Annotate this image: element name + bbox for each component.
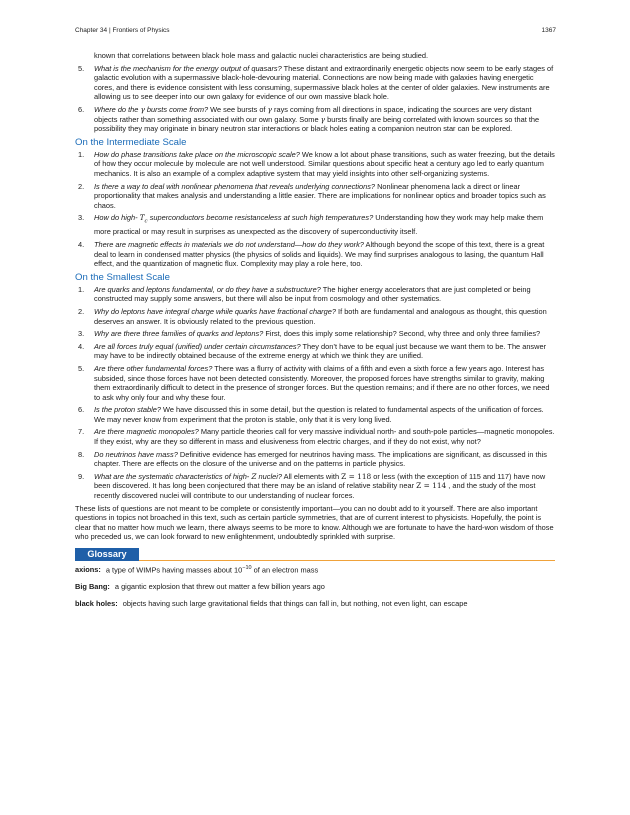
item-number: 5. xyxy=(78,363,85,373)
glossary-entry xyxy=(75,564,555,575)
closing-paragraph: These lists of questions are not meant to be complete or consistently important—you can no doubt add to it yourself. There are also important questions in topics not broached in this text, such as certain particle symmetries, that are of current interest to physicists. Hopefully, the point is clear that no matter how much we learn, there always seems to be more to know. Although we are fortunate to have the hard-won wisdom of those who preceded us, we can look forward to new enlightenment, undoubtedly sprinkled with surprise. xyxy=(75,503,554,542)
answer-text: or less (with the exception of 115 and 117) have now been discovered. It has long been conjectured that there may be an island of relative stability near xyxy=(94,471,546,491)
gamma-symbol: γ xyxy=(320,114,326,124)
answer-text: Definitive evidence has emerged for neutrinos having mass. The implications are significant, as discussed in this chapter. There are effects on the closure of the universe and on the patterns in particle physics. xyxy=(94,449,547,469)
list-item xyxy=(75,329,555,339)
glossary-definition: a gigantic explosion that threw out matter a few billion years ago xyxy=(114,582,325,592)
answer-text: Understanding how they work may help make them more practical or may result in surprises as unexpected as the discovery of superconductivity itself. xyxy=(94,213,544,237)
item-number: 1. xyxy=(78,149,85,159)
question-text: Why do leptons have integral charge while quarks have fractional charge? xyxy=(94,306,336,316)
question-text: bursts come from? xyxy=(144,104,209,114)
glossary-term: axions: xyxy=(75,565,101,575)
list-item xyxy=(75,64,555,102)
item-number: 1. xyxy=(78,284,85,294)
item-number: 7. xyxy=(78,427,85,437)
answer-text: There was a flurry of activity with claims of a fifth and even a sixth force a few years ago. Interest has subsided, since those forces have not been detected consistently. Moreover, the proposed forces have strengths similar to gravity, making them extraordinarily difficult to detect in the presence of stronger forces. But the question remains; and if there are no other forces, we need to ask why only four and why these four. xyxy=(94,363,550,402)
glossary-definition: objects having such large gravitational fields that things can fall in, but nothing, not even light, can escape xyxy=(122,598,468,608)
continuation-text: known that correlations between black hole mass and galactic nuclei characteristics are being studied. xyxy=(94,51,428,60)
item-number: 9. xyxy=(78,471,85,481)
answer-text: We know a lot about phase transitions, such as water freezing, but the details of how they occur molecule by molecule are not well understood. Similar questions about specific heat a century ago led to early quantum mechanics. It is also an example of a complex adaptive system that may yield insights into other self-organizing systems. xyxy=(94,149,555,178)
item-number: 8. xyxy=(78,449,85,459)
question-text: Is there a way to deal with nonlinear phenomena that reveals underlying connections? xyxy=(94,181,376,191)
item-number: 6. xyxy=(78,104,85,114)
glossary-entry xyxy=(75,582,555,592)
glossary-term: Big Bang: xyxy=(75,582,110,592)
glossary-definition: a type of WIMPs having masses about 10 xyxy=(105,565,243,575)
question-text: What are the systematic characteristics of high- xyxy=(94,471,252,481)
answer-text: rays coming from all directions in space, indicating the sources are very distant objects rather than something associated with our own galaxy. Some xyxy=(94,104,532,124)
list-item xyxy=(75,342,555,361)
answer-text: , and the study of the most recently discovered nuclei will contribute to our understanding of nuclear forces. xyxy=(94,481,536,501)
question-text: Why are there three families of quarks and leptons? xyxy=(94,329,264,339)
question-text: Do neutrinos have mass? xyxy=(94,449,178,459)
gamma-symbol: γ xyxy=(267,104,272,114)
glossary-definition: of an electron mass xyxy=(251,565,319,575)
running-header-chapter: Chapter 34 | Frontiers of Physics xyxy=(75,27,170,34)
question-text: superconductors become resistanceless at such high temperatures? xyxy=(147,213,374,223)
answer-text: Nonlinear phenomena lack a direct or linear proportionality that makes analysis and understanding a little easier. There are implications for nonlinear optics and broader topics such as chaos. xyxy=(94,181,546,210)
list-item xyxy=(75,472,555,501)
question-text: Are there magnetic monopoles? xyxy=(94,427,199,437)
list-item xyxy=(75,427,555,446)
answer-text: The higher energy accelerators that are just completed or being constructed may supply some answers, but there will also be input from cosmology and other systematics. xyxy=(94,284,531,304)
question-text: nuclei? xyxy=(256,471,282,481)
item-number: 5. xyxy=(78,63,85,73)
item-number: 2. xyxy=(78,306,85,316)
answer-text: If both are fundamental and analogous as thought, this question deserves an answer. It is obviously related to the previous question. xyxy=(94,306,547,326)
page-number: 1367 xyxy=(541,27,556,34)
glossary-rule xyxy=(75,560,555,561)
question-text: Where do the xyxy=(94,104,141,114)
list-item xyxy=(75,285,555,304)
glossary-term: black holes: xyxy=(75,598,118,608)
equation-z118: Z = 118 xyxy=(341,471,372,481)
answer-text: First, does this imply some relationship? Second, why three and only three families? xyxy=(263,329,541,339)
answer-text: We see bursts of xyxy=(208,104,268,114)
answer-text: We have discussed this in some detail, but the question is related to fundamental aspects of the unification of forces. We may never know from experiment that the proton is stable, only that it is very long lived. xyxy=(94,405,544,424)
question-text: Is the proton stable? xyxy=(94,405,161,415)
list-item xyxy=(75,213,555,237)
answer-text: Although beyond the scope of this text, there is a great deal to learn in condensed matter physics (the physics of solids and liquids). We may find surprises analogous to lasing, the quantum Hall effect, and the quantization of magnetic flux. Complexity may play a role here, too. xyxy=(94,239,545,269)
answer-text: bursts finally are being correlated with known sources so that the possibility they may originate in binary neutron star interactions or black holes eating a companion neutron star can be explored. xyxy=(94,114,540,134)
answer-text: Many particle theories call for very massive individual north- and south-pole particles—magnetic monopoles. If they exist, why are they so different in mass and elusiveness from electric charges, and if they do not exist, why not? xyxy=(94,427,555,447)
item-number: 2. xyxy=(78,181,85,191)
gamma-symbol: γ xyxy=(140,104,145,114)
list-item xyxy=(75,182,555,211)
question-text: What is the mechanism for the energy output of quasars? xyxy=(94,63,282,73)
item-number: 4. xyxy=(78,341,85,351)
glossary-header xyxy=(75,548,555,561)
section-heading-intermediate: On the Intermediate Scale xyxy=(75,136,187,148)
list-item xyxy=(75,405,555,424)
list-item xyxy=(75,105,555,134)
answer-text: All elements with xyxy=(281,471,342,481)
glossary-title: Glossary xyxy=(75,548,139,561)
z-symbol: Z xyxy=(251,471,257,481)
item-number: 4. xyxy=(78,239,85,249)
exponent: −10 xyxy=(242,565,252,571)
question-text: Are there other fundamental forces? xyxy=(94,363,213,373)
answer-text: These distant and extraordinarily energetic objects now seem to be early stages of galactic evolution with a supermassive black-hole-devouring material. Connections are now being made with galaxies having energetic cores, and there is evidence consistent with less consuming, supermassive black holes at the center of older galaxies. New instruments are allowing us to see deeper into our own galaxy for evidence of our own massive black hole. xyxy=(94,63,554,102)
item-number: 6. xyxy=(78,405,85,415)
question-text: How do high- xyxy=(94,213,140,223)
glossary-entry xyxy=(75,599,555,609)
question-text: How do phase transitions take place on the microscopic scale? xyxy=(94,149,300,159)
list-item xyxy=(75,364,555,402)
item-number: 3. xyxy=(78,329,85,339)
section-heading-smallest: On the Smallest Scale xyxy=(75,271,170,283)
tc-symbol: $T_c$ xyxy=(139,213,148,225)
answer-text: They don’t have to be equal just because we want them to be. The answer may have to be indirectly obtained because of the extreme energy at which we think they are unified. xyxy=(94,341,547,361)
list-item xyxy=(75,240,555,269)
list-item xyxy=(75,150,555,179)
page-body xyxy=(75,51,555,615)
equation-z114: Z = 114 xyxy=(416,481,447,491)
question-text: Are quarks and leptons fundamental, or do they have a substructure? xyxy=(94,284,321,294)
item-number: 3. xyxy=(78,213,85,223)
question-text: Are all forces truly equal (unified) under certain circumstances? xyxy=(94,341,301,351)
list-item xyxy=(75,450,555,469)
list-item xyxy=(75,307,555,326)
question-text: There are magnetic effects in materials we do not understand—how do they work? xyxy=(94,239,364,249)
